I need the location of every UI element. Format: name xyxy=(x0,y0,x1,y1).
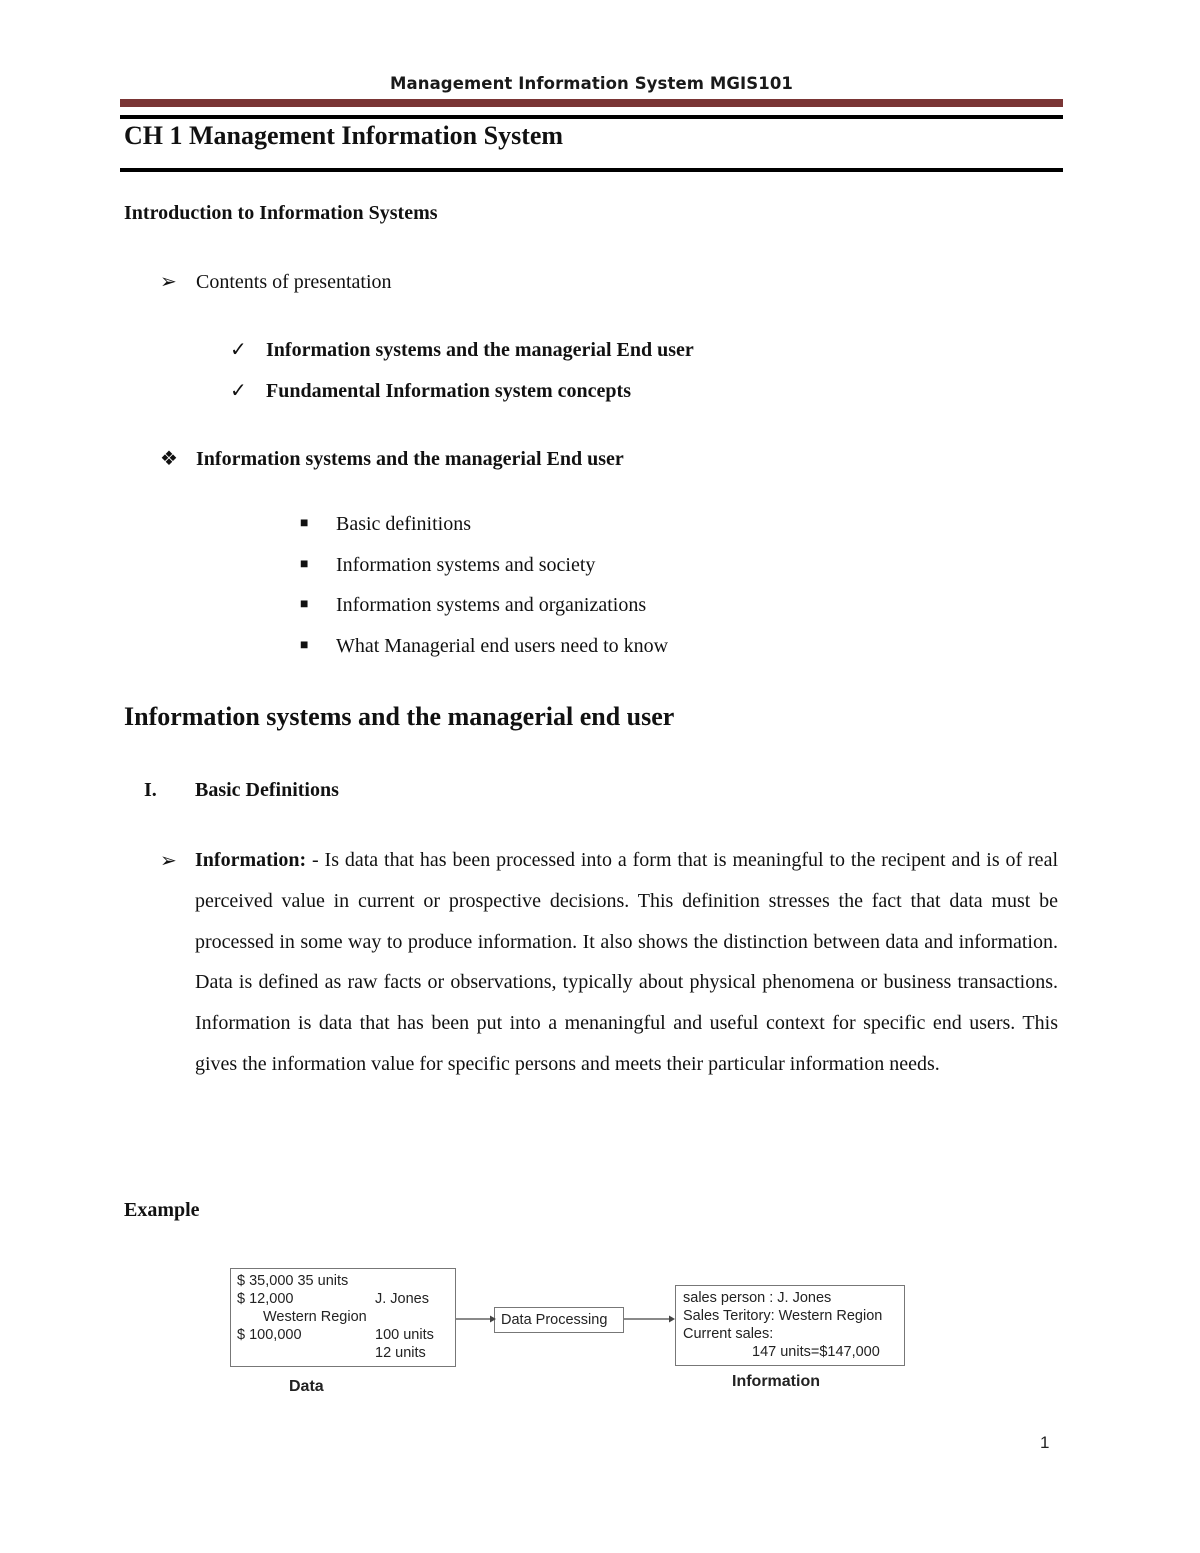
arrowhead xyxy=(490,1316,496,1323)
contents-item-label: Fundamental Information system concepts xyxy=(266,380,631,402)
data-box-line: $ 12,000 xyxy=(237,1291,294,1307)
contents-bullet xyxy=(160,269,392,294)
info-box-line: Current sales: xyxy=(683,1326,774,1342)
list-item xyxy=(300,594,646,617)
info-box xyxy=(675,1285,905,1366)
list-item xyxy=(300,554,595,577)
arrowhead xyxy=(669,1316,675,1323)
data-box-line: Western Region xyxy=(263,1309,367,1325)
square-bullet-icon: ■ xyxy=(300,597,309,612)
title-underline-rule xyxy=(120,168,1063,172)
list-item-label: What Managerial end users need to know xyxy=(336,635,669,657)
data-box-line: J. Jones xyxy=(375,1291,429,1307)
square-bullet-icon: ■ xyxy=(300,557,309,572)
subsection-title: Basic Definitions xyxy=(195,779,339,801)
data-box-line: $ 35,000 35 units xyxy=(237,1273,349,1289)
contents-item xyxy=(230,378,631,403)
chapter-title: CH 1 Management Information System xyxy=(124,121,564,150)
list-item xyxy=(300,513,471,536)
square-bullet-icon: ■ xyxy=(300,516,309,531)
intro-heading: Introduction to Information Systems xyxy=(124,202,438,224)
process-box xyxy=(494,1307,624,1333)
diamond-bullet-icon: ❖ xyxy=(160,448,178,470)
arrow-bullet-icon: ➢ xyxy=(160,271,177,293)
running-header: Management Information System MGIS101 xyxy=(389,74,794,93)
subsection-heading xyxy=(144,779,339,802)
definition-paragraph xyxy=(195,840,1058,1085)
list-item xyxy=(300,635,668,658)
section-heading: Information systems and the managerial end user xyxy=(124,702,675,731)
process-box-label: Data Processing xyxy=(501,1312,608,1328)
page-number: 1 xyxy=(1040,1433,1050,1452)
checkmark-icon: ✓ xyxy=(230,380,247,402)
definition-block xyxy=(160,848,1058,1093)
info-box-line: sales person : J. Jones xyxy=(683,1290,832,1306)
data-caption: Data xyxy=(289,1378,324,1395)
contents-item-label: Information systems and the managerial End user xyxy=(266,339,694,361)
square-bullet-icon: ■ xyxy=(300,638,309,653)
example-label: Example xyxy=(124,1199,200,1221)
header-rule-black xyxy=(120,115,1063,119)
list-item-label: Information systems and organizations xyxy=(336,594,647,616)
contents-item xyxy=(230,337,694,362)
list-item-label: Information systems and society xyxy=(336,554,596,576)
data-box xyxy=(230,1268,456,1367)
header-rule-maroon xyxy=(120,99,1063,107)
topic-bullet xyxy=(160,446,624,471)
definition-term: Information: xyxy=(195,849,307,871)
data-box-line: 12 units xyxy=(375,1345,426,1361)
contents-label: Contents of presentation xyxy=(196,271,392,293)
definition-text: - Is data that has been processed into a form that is meaningful to the recipent and is of real perceived value in current or prospective decisions. This definition stresses the fact that data must be processed in some way to produce information. It also shows the distinction between data and information. Data is defined as raw facts or observations, typically about physical phenomena or business transactions. Information is data that has been put into a menaningful and useful context for specific end users. This gives the information value for specific persons and meets their particular information needs. xyxy=(195,849,1058,1075)
list-item-label: Basic definitions xyxy=(336,513,471,535)
information-caption: Information xyxy=(732,1373,820,1390)
data-box-line: 100 units xyxy=(375,1327,434,1343)
info-box-line: 147 units=$147,000 xyxy=(752,1344,880,1360)
subsection-number: I. xyxy=(144,779,157,801)
arrow-bullet-icon: ➢ xyxy=(160,850,177,872)
topic-heading: Information systems and the managerial End user xyxy=(196,448,624,470)
checkmark-icon: ✓ xyxy=(230,339,247,361)
data-box-line: $ 100,000 xyxy=(237,1327,302,1343)
info-box-line: Sales Teritory: Western Region xyxy=(683,1308,883,1324)
